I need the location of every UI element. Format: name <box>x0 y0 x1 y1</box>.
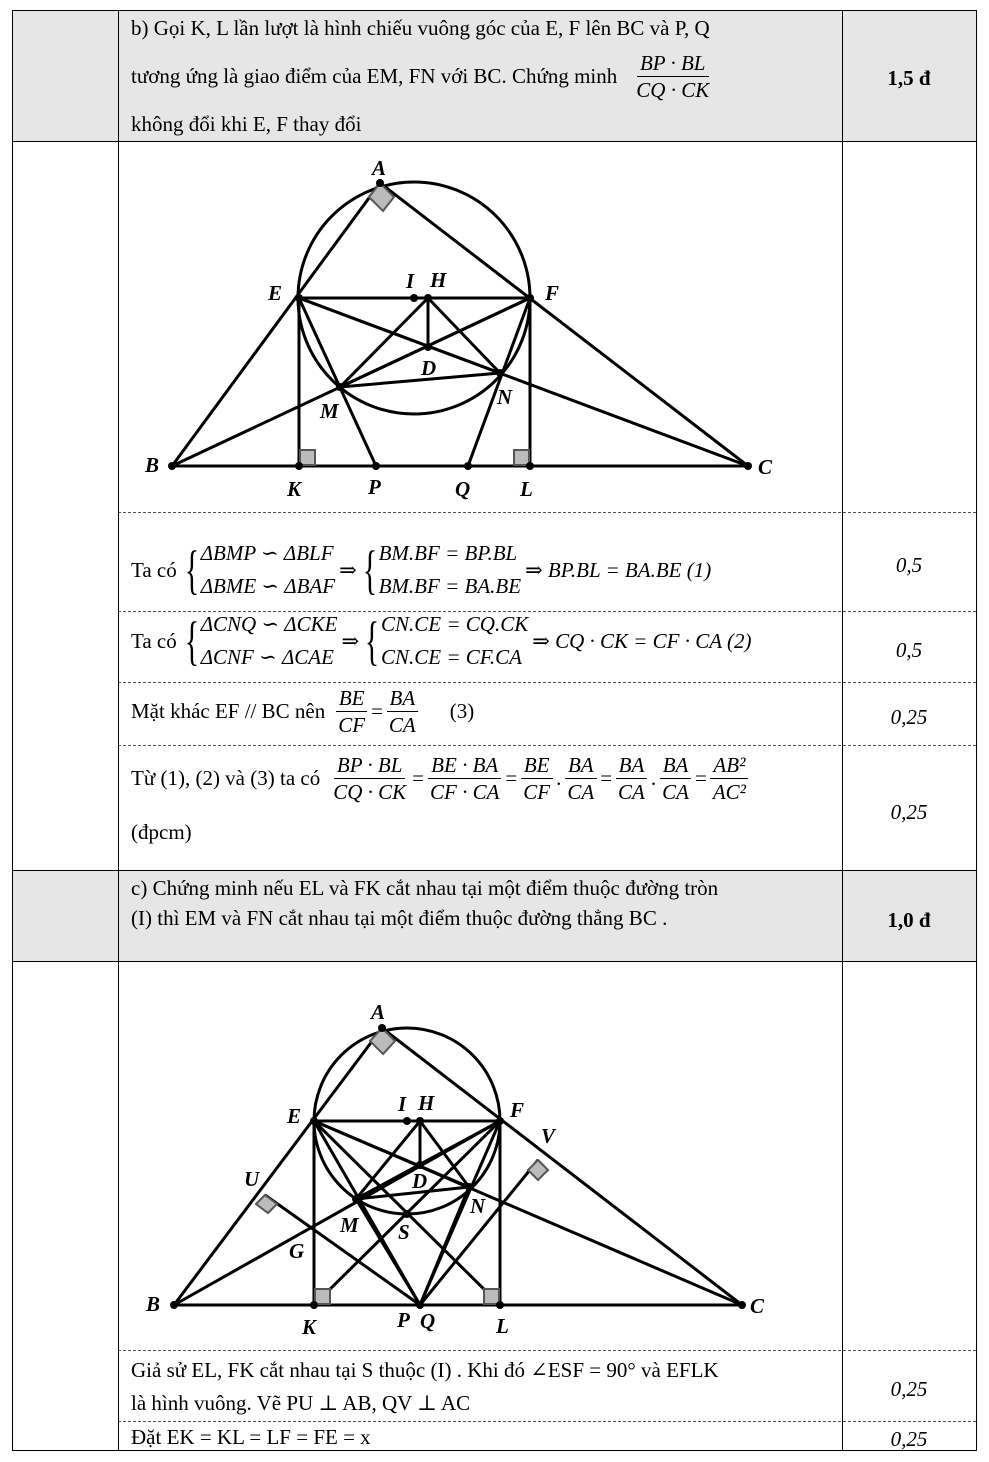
fraction <box>330 754 409 803</box>
system-line: BM.BF = BA.BE <box>378 574 522 598</box>
part-c-prompt-line1: c) Chứng minh nếu EL và FK cắt nhau tại một điểm thuộc đường tròn <box>131 876 719 900</box>
fraction-numerator: BA <box>616 754 648 779</box>
step-lead: Ta có <box>131 557 177 582</box>
part-c-step2-score: 0,25 <box>890 1427 928 1451</box>
label-M: M <box>320 399 339 423</box>
fraction <box>615 754 648 803</box>
fraction-numerator: BP · BL <box>637 52 709 77</box>
table-line <box>12 870 976 871</box>
fraction-denominator: AC² <box>712 780 746 805</box>
fraction <box>710 754 749 803</box>
label-C: C <box>758 455 773 479</box>
fraction <box>427 754 502 803</box>
figure-lines <box>174 1028 742 1305</box>
similarity-system: { ΔBMP ∽ ΔBLF ΔBME ∽ ΔBAF <box>184 540 336 600</box>
label-H: H <box>430 268 447 292</box>
label-I: I <box>406 269 415 293</box>
system-line: CN.CE = CQ.CK <box>381 612 529 636</box>
label-P: P <box>368 475 381 499</box>
row-divider <box>118 682 976 683</box>
row-divider <box>118 1421 976 1422</box>
step-lead: Mặt khác EF // BC nên <box>131 699 326 724</box>
part-b-prompt-text: tương ứng là giao điểm của EM, FN với BC. Chứng minh <box>131 64 618 89</box>
system-line: ΔCNQ ∽ ΔCKE <box>200 612 338 636</box>
similarity-system: { ΔCNQ ∽ ΔCKE ΔCNF ∽ ΔCAE <box>184 611 338 671</box>
equals-sign: = <box>371 699 383 724</box>
label-N: N <box>470 1194 486 1218</box>
label-C: C <box>750 1294 765 1318</box>
table-line <box>976 10 977 1451</box>
part-c-score: 1,0 đ <box>887 908 931 932</box>
part-c-step1-line1: Giả sử EL, FK cắt nhau tại S thuộc (I) . Khi đó ∠ESF = 90° và EFLK <box>131 1358 719 1382</box>
part-b-prompt-fraction <box>633 52 712 101</box>
label-V: V <box>541 1124 556 1148</box>
fraction-denominator: CQ · CK <box>636 78 710 103</box>
equation-system: { BM.BF = BP.BL BM.BF = BA.BE <box>362 540 522 600</box>
fraction <box>335 687 368 736</box>
part-c-step1-line2: là hình vuông. Vẽ PU ⊥ AB, QV ⊥ AC <box>131 1391 471 1415</box>
part-b-prompt-line2 <box>131 52 715 101</box>
step-result: ⇒ BP.BL = BA.BE (1) <box>525 557 712 582</box>
fraction <box>564 754 597 803</box>
fraction <box>520 754 553 803</box>
part-b-step2: Ta có { ΔCNQ ∽ ΔCKE ΔCNF ∽ ΔCAE ⇒ { CN.CE = CQ.CK CN.CE = CF.CA ⇒ CQ · CK = CF · CA (2) <box>131 611 752 671</box>
fraction-numerator: BE <box>336 687 368 712</box>
system-line: BM.BF = BP.BL <box>378 541 518 565</box>
part-c-figure <box>120 962 840 1348</box>
system-line: ΔCNF ∽ ΔCAE <box>200 645 334 669</box>
label-L: L <box>520 477 533 501</box>
fraction-numerator: BE · BA <box>428 754 501 779</box>
step-lead: Từ (1), (2) và (3) ta có <box>131 766 321 791</box>
label-U: U <box>244 1167 260 1191</box>
part-b-conclusion: (đpcm) <box>131 820 192 844</box>
part-b-step4-score: 0,25 <box>890 800 928 824</box>
label-A: A <box>372 156 387 180</box>
label-N: N <box>497 385 513 409</box>
row-divider <box>118 512 976 513</box>
label-B: B <box>145 453 160 477</box>
fraction <box>386 687 419 736</box>
system-line: ΔBMP ∽ ΔBLF <box>200 541 334 565</box>
equation-system: { CN.CE = CQ.CK CN.CE = CF.CA <box>364 611 529 671</box>
label-P: P <box>397 1308 410 1332</box>
label-Q: Q <box>455 477 471 501</box>
table-line <box>842 10 843 1451</box>
fraction-numerator: BA <box>565 754 597 779</box>
row-divider <box>118 1350 976 1351</box>
step-lead: Ta có <box>131 628 177 653</box>
label-L: L <box>496 1314 509 1338</box>
label-E: E <box>268 281 283 305</box>
label-S: S <box>398 1220 410 1244</box>
part-c-prompt-line2: (I) thì EM và FN cắt nhau tại một điểm thuộc đường thẳng BC . <box>131 906 668 930</box>
label-F: F <box>510 1098 525 1122</box>
part-b-step4: Từ (1), (2) và (3) ta có $\frac{BP \cdot BL}{CQ \cdot CK}$ = $\frac{BE \cdot BA}{CF \cdot CA}$ = $\frac{BE}{CF}$ . $\frac{BA}{CA}$ = $\frac{BA}{CA}$ . $\frac{BA}{CA}$ = $\frac{\text{AB²}}{\text{AC²}}$ <box>131 754 752 803</box>
figure-lines <box>172 182 748 466</box>
fraction-denominator: CA <box>618 780 645 805</box>
label-D: D <box>412 1169 428 1193</box>
fraction-denominator: CF · CA <box>430 780 500 805</box>
label-K: K <box>287 477 302 501</box>
fraction-denominator: CA <box>662 780 689 805</box>
label-F: F <box>545 281 560 305</box>
label-Q: Q <box>420 1309 436 1333</box>
part-b-prompt-line1: b) Gọi K, L lần lượt là hình chiếu vuông góc của E, F lên BC và P, Q <box>131 16 710 40</box>
row-divider <box>118 745 976 746</box>
fraction-numerator: BE <box>521 754 553 779</box>
fraction-denominator: CA <box>567 780 595 805</box>
fraction-numerator: BP · BL <box>334 754 406 779</box>
fraction-numerator: AB² <box>710 754 748 779</box>
equation-tag: (3) <box>449 699 475 724</box>
part-b-step1: Ta có { ΔBMP ∽ ΔBLF ΔBME ∽ ΔBAF ⇒ { BM.BF = BP.BL BM.BF = BA.BE ⇒ BP.BL = BA.BE (1) <box>131 540 712 600</box>
fraction-numerator: BA <box>660 754 692 779</box>
part-b-step2-score: 0,5 <box>895 638 923 662</box>
part-c-step2: Đặt EK = KL = LF = FE = x <box>131 1425 371 1449</box>
label-E: E <box>287 1104 302 1128</box>
table-line <box>12 10 13 1451</box>
table-line <box>12 1450 976 1451</box>
label-H: H <box>418 1091 435 1115</box>
label-G: G <box>289 1239 305 1263</box>
step-result: ⇒ CQ · CK = CF · CA (2) <box>532 628 752 653</box>
part-b-step1-score: 0,5 <box>895 553 923 577</box>
fraction <box>659 754 692 803</box>
table-line <box>12 10 976 11</box>
fraction-numerator: BA <box>387 687 419 712</box>
fraction-denominator: CA <box>388 713 416 738</box>
part-b-step3-score: 0,25 <box>890 705 928 729</box>
label-K: K <box>302 1315 317 1339</box>
part-c-step1-score: 0,25 <box>890 1377 928 1401</box>
part-b-step3 <box>131 687 474 736</box>
label-B: B <box>146 1292 161 1316</box>
fraction-denominator: CF <box>523 780 551 805</box>
label-I: I <box>398 1092 407 1116</box>
part-b-figure <box>120 142 840 510</box>
fraction-denominator: CF <box>338 713 366 738</box>
table-line <box>118 10 119 1451</box>
part-b-score: 1,5 đ <box>887 66 931 90</box>
system-line: ΔBME ∽ ΔBAF <box>200 574 336 598</box>
label-A: A <box>371 1000 386 1024</box>
system-line: CN.CE = CF.CA <box>381 645 522 669</box>
label-M: M <box>340 1213 359 1237</box>
label-D: D <box>421 356 437 380</box>
fraction-denominator: CQ · CK <box>333 780 407 805</box>
part-b-prompt-line3: không đổi khi E, F thay đổi <box>131 112 362 136</box>
